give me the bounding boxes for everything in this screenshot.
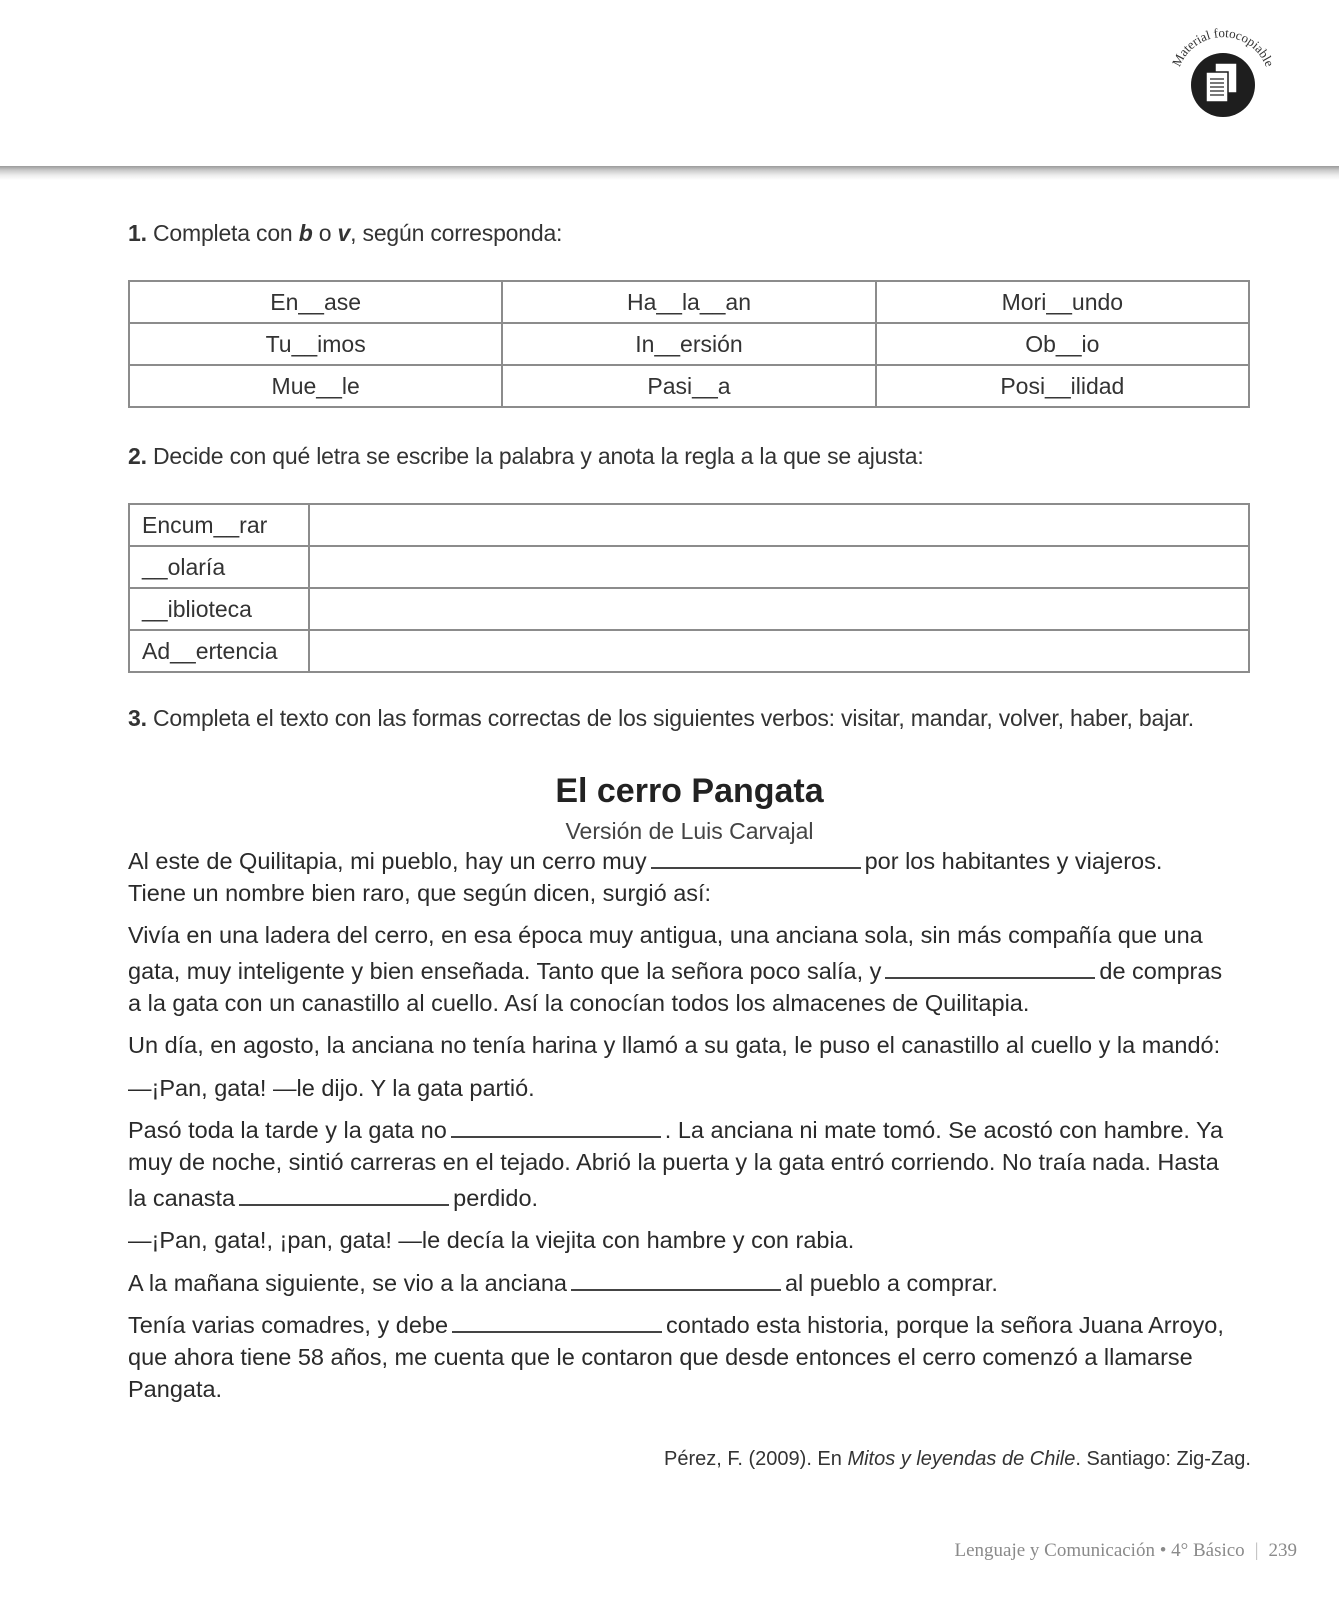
story-text: A la mañana siguiente, se vio a la anciana <box>128 1270 567 1296</box>
table-row <box>129 630 1249 672</box>
citation-book: Mitos y leyendas de Chile <box>847 1448 1076 1470</box>
answer-blank[interactable] <box>885 961 1095 979</box>
story-text: de compras <box>1099 958 1223 984</box>
story-text: Pasó toda la tarde y la gata no <box>128 1117 447 1143</box>
word-cell[interactable]: Mori__undo <box>876 281 1249 323</box>
citation-text: Pérez, F. (2009). En <box>664 1448 848 1470</box>
question-text: Completa con <box>153 220 299 246</box>
table-row <box>129 365 1249 407</box>
footer-separator: | <box>1254 1540 1259 1561</box>
question-text-end: , según corresponda: <box>350 220 563 246</box>
word-cell[interactable]: Posi__ilidad <box>876 365 1249 407</box>
table-row <box>129 546 1249 588</box>
story-line: Vivía en una ladera del cerro, en esa época muy antigua, una anciana sola, sin más compañía que una <box>128 922 1203 948</box>
story-line <box>128 848 1253 875</box>
story-line: —¡Pan, gata!, ¡pan, gata! —le decía la viejita con hambre y con rabia. <box>128 1227 855 1253</box>
story-line <box>128 1117 1253 1144</box>
word-cell[interactable]: Ha__la__an <box>502 281 875 323</box>
question-text: Completa el texto con las formas correctas de los siguientes verbos: visitar, mandar, volver, haber, bajar. <box>153 705 1194 731</box>
question-1 <box>128 220 562 247</box>
story-text: contado esta historia, porque la señora Juana Arroyo, <box>666 1312 1224 1338</box>
story-line <box>128 1270 1253 1297</box>
header-divider <box>0 166 1339 180</box>
question-number: 3. <box>128 705 147 731</box>
question-number: 2. <box>128 443 147 469</box>
story-line: muy de noche, sintió carreras en el tejado. Abrió la puerta y la gata entró corriendo. No traía nada. Hasta <box>128 1149 1219 1175</box>
question-text-connector: o <box>312 220 338 246</box>
answer-blank[interactable] <box>239 1188 449 1206</box>
rule-answer-cell[interactable] <box>309 546 1249 588</box>
page-number: 239 <box>1268 1540 1297 1561</box>
table-row <box>129 323 1249 365</box>
story-text: Al este de Quilitapia, mi pueblo, hay un cerro muy <box>128 848 647 874</box>
story-line: Un día, en agosto, la anciana no tenía harina y llamó a su gata, le puso el canastillo al cuello y la mandó: <box>128 1032 1221 1058</box>
answer-blank[interactable] <box>451 1120 661 1138</box>
question-text: Decide con qué letra se escribe la palabra y anota la regla a la que se ajusta: <box>153 443 924 469</box>
story-text: Tenía varias comadres, y debe <box>128 1312 449 1338</box>
rule-answer-cell[interactable] <box>309 504 1249 546</box>
letter-b: b <box>298 220 313 246</box>
story-line: Tiene un nombre bien raro, que según dicen, surgió así: <box>128 880 712 906</box>
word-cell: __iblioteca <box>129 588 309 630</box>
page-footer <box>954 1540 1297 1562</box>
rule-answer-cell[interactable] <box>309 588 1249 630</box>
story-text: al pueblo a comprar. <box>784 1270 998 1296</box>
stamp-text: Material fotocopiable <box>1168 26 1278 69</box>
story-line: que ahora tiene 58 años, me cuenta que le contaron que desde entonces el cerro comenzó a llamarse <box>128 1344 1193 1370</box>
table-row <box>129 504 1249 546</box>
story-subtitle: Versión de Luis Carvajal <box>565 818 814 844</box>
bv-table <box>128 280 1250 408</box>
word-cell[interactable]: In__ersión <box>502 323 875 365</box>
answer-blank[interactable] <box>651 851 861 869</box>
rule-answer-cell[interactable] <box>309 630 1249 672</box>
letter-v: v <box>337 220 351 246</box>
footer-subject: Lenguaje y Comunicación • 4° Básico <box>954 1540 1245 1561</box>
story-text: gata, muy inteligente y bien enseñada. Tanto que la señora poco salía, y <box>128 958 882 984</box>
answer-blank[interactable] <box>452 1315 662 1333</box>
table-row <box>129 281 1249 323</box>
word-cell[interactable]: Pasi__a <box>502 365 875 407</box>
word-cell[interactable]: Ob__io <box>876 323 1249 365</box>
story-line <box>128 1312 1253 1339</box>
story-text: perdido. <box>453 1185 539 1211</box>
question-2 <box>128 443 924 470</box>
story-text: la canasta <box>128 1185 236 1211</box>
word-cell[interactable]: En__ase <box>129 281 502 323</box>
word-cell: Ad__ertencia <box>129 630 309 672</box>
story-title: El cerro Pangata <box>555 772 824 810</box>
photocopiable-stamp <box>1160 26 1290 126</box>
story-line: a la gata con un canastillo al cuello. Así la conocían todos los almacenes de Quilitapia. <box>128 990 1030 1016</box>
table-row <box>129 588 1249 630</box>
word-cell: __olaría <box>129 546 309 588</box>
question-3 <box>128 705 1194 732</box>
story-line: Pangata. <box>128 1376 223 1402</box>
citation <box>664 1448 1251 1471</box>
question-number: 1. <box>128 220 147 246</box>
word-cell[interactable]: Tu__imos <box>129 323 502 365</box>
answer-blank[interactable] <box>571 1273 781 1291</box>
word-cell[interactable]: Mue__le <box>129 365 502 407</box>
citation-text: . Santiago: Zig-Zag. <box>1075 1448 1251 1470</box>
rule-table <box>128 503 1250 673</box>
word-cell: Encum__rar <box>129 504 309 546</box>
story-text: . La anciana ni mate tomó. Se acostó con hambre. Ya <box>664 1117 1224 1143</box>
story-line <box>128 958 1253 985</box>
story-text: por los habitantes y viajeros. <box>864 848 1163 874</box>
story-line: —¡Pan, gata! —le dijo. Y la gata partió. <box>128 1075 535 1101</box>
story-line <box>128 1185 1253 1212</box>
